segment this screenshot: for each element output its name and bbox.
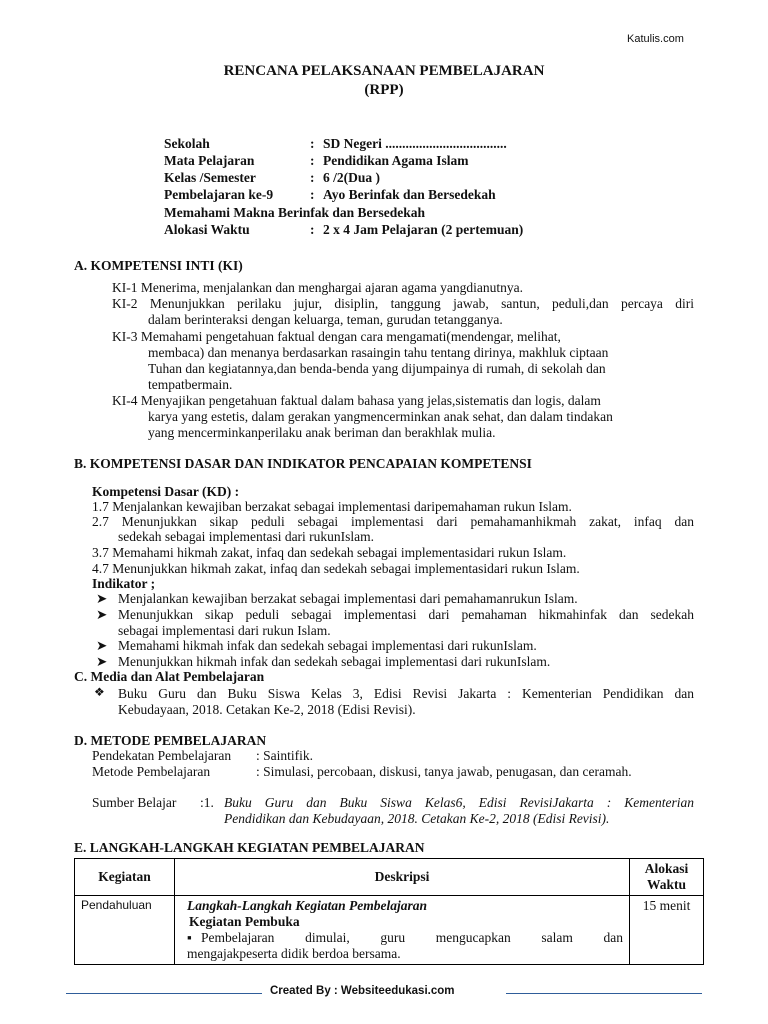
table-row bbox=[75, 896, 704, 965]
identity-sep: : bbox=[310, 187, 315, 202]
column-header-alokasi-line-1: Alokasi bbox=[644, 861, 689, 876]
kd-2-line-1: 2.7 Menunjukkan sikap peduli sebagai implementasi dari pemahamanhikmah zakat, infaq dan bbox=[92, 514, 694, 529]
deskripsi-bullet-line-1: Pembelajaran dimulai, guru mengucapkan salam dan bbox=[200, 930, 624, 945]
section-d-heading: D. METODE PEMBELAJARAN bbox=[74, 733, 267, 748]
kd-heading: Kompetensi Dasar (KD) : bbox=[92, 484, 240, 499]
site-name: Katulis.com bbox=[627, 33, 684, 45]
ki-3-line-4: tempatbermain. bbox=[148, 377, 233, 392]
section-c-heading: C. Media dan Alat Pembelajaran bbox=[74, 669, 265, 684]
identity-label-kelas: Kelas /Semester bbox=[164, 170, 256, 185]
media-line-1: Buku Guru dan Buku Siswa Kelas 3, Edisi Revisi Jakarta : Kementerian Pendidikan dan bbox=[118, 686, 694, 701]
identity-sep: : bbox=[310, 153, 315, 168]
identity-value-kelas: 6 /2(Dua ) bbox=[323, 170, 380, 185]
column-header-kegiatan: Kegiatan bbox=[75, 859, 175, 896]
sumber-line-1: Buku Guru dan Buku Siswa Kelas6, Edisi RevisiJakarta : Kementerian bbox=[224, 795, 694, 810]
indikator-2-line-2: sebagai implementasi dari rukun Islam. bbox=[118, 623, 331, 638]
identity-value-sekolah: SD Negeri .................................... bbox=[323, 136, 507, 151]
footer-credit: Created By : Websiteedukasi.com bbox=[270, 985, 455, 997]
ki-4-line-3: yang mencerminkanperilaku anak beriman dan berakhlak mulia. bbox=[148, 425, 496, 440]
sumber-label: Sumber Belajar bbox=[92, 795, 177, 810]
pendekatan-value: : Saintifik. bbox=[256, 748, 313, 763]
ki-1: KI-1 Menerima, menjalankan dan menghargai ajaran agama yangdianutnya. bbox=[112, 280, 523, 295]
identity-label-alokasi: Alokasi Waktu bbox=[164, 222, 250, 237]
cell-waktu bbox=[630, 896, 704, 965]
ki-4-line-2: karya yang estetis, dalam gerakan yangmencerminkan anak sehat, dan dalam tindakan bbox=[148, 409, 613, 424]
kd-4: 4.7 Menunjukkan hikmah zakat, infaq dan sedekah sebagai implementasidari rukun Islam. bbox=[92, 561, 580, 576]
arrow-bullet-icon: ➤ bbox=[96, 591, 108, 606]
metode-value: : Simulasi, percobaan, diskusi, tanya jawab, penugasan, dan ceramah. bbox=[256, 764, 632, 779]
document-title: RENCANA PELAKSANAAN PEMBELAJARAN bbox=[223, 63, 545, 79]
document-subtitle: (RPP) bbox=[364, 82, 404, 98]
ki-2-line-2: dalam berinteraksi dengan keluarga, teman, gurudan tetangganya. bbox=[148, 312, 503, 327]
table-header-row bbox=[75, 859, 704, 896]
section-a-heading: A. KOMPETENSI INTI (KI) bbox=[74, 258, 243, 273]
cell-waktu-text: 15 menit bbox=[642, 898, 691, 913]
identity-label-topik: Memahami Makna Berinfak dan Bersedekah bbox=[164, 205, 426, 220]
identity-label-pembelajaran: Pembelajaran ke-9 bbox=[164, 187, 274, 202]
footer-rule-left bbox=[66, 993, 262, 994]
deskripsi-subtitle: Kegiatan Pembuka bbox=[188, 914, 300, 929]
activity-table bbox=[74, 858, 704, 965]
column-header-alokasi bbox=[630, 859, 704, 896]
identity-value-pembelajaran: Ayo Berinfak dan Bersedekah bbox=[323, 187, 496, 202]
arrow-bullet-icon: ➤ bbox=[96, 654, 108, 669]
deskripsi-bullet-item bbox=[187, 930, 623, 946]
indikator-3: Memahami hikmah infak dan sedekah sebagai implementasi dari rukunIslam. bbox=[118, 638, 537, 653]
identity-label-sekolah: Sekolah bbox=[164, 136, 210, 151]
ki-3-line-3: Tuhan dan kegiatannya,dan benda-benda yang dijumpainya di rumah, di sekolah dan bbox=[148, 361, 606, 376]
ki-2-line-1: KI-2 Menunjukkan perilaku jujur, disiplin, tanggung jawab, santun, peduli,dan percaya diri bbox=[112, 296, 694, 311]
identity-sep: : bbox=[310, 222, 315, 237]
cell-kegiatan-text: Pendahuluan bbox=[81, 898, 152, 912]
column-header-alokasi-line-2: Waktu bbox=[647, 877, 687, 892]
identity-sep: : bbox=[310, 136, 315, 151]
ki-3-line-1: KI-3 Memahami pengetahuan faktual dengan cara mengamati(mendengar, melihat, bbox=[112, 329, 561, 344]
arrow-bullet-icon: ➤ bbox=[96, 607, 108, 622]
ki-4-line-1: KI-4 Menyajikan pengetahuan faktual dalam bahasa yang jelas,sistematis dan logis, dalam bbox=[112, 393, 601, 408]
indikator-1: Menjalankan kewajiban berzakat sebagai implementasi dari pemahamanrukun Islam. bbox=[118, 591, 578, 606]
sumber-number: :1. bbox=[200, 795, 214, 810]
kd-3: 3.7 Memahami hikmah zakat, infaq dan sedekah sebagai implementasidari rukun Islam. bbox=[92, 545, 567, 560]
kd-1: 1.7 Menjalankan kewajiban berzakat sebagai implementasi daripemahaman rukun Islam. bbox=[92, 499, 572, 514]
ki-3-line-2: membaca) dan menanya berdasarkan rasaingin tahu tentang dirinya, makhluk ciptaan bbox=[148, 345, 609, 360]
pendekatan-label: Pendekatan Pembelajaran bbox=[92, 748, 232, 763]
column-header-deskripsi: Deskripsi bbox=[174, 859, 629, 896]
indikator-heading: Indikator ; bbox=[92, 576, 156, 591]
identity-label-mapel: Mata Pelajaran bbox=[164, 153, 255, 168]
deskripsi-bullet-line-2: mengajakpeserta didik berdoa bersama. bbox=[186, 946, 401, 961]
square-bullet-icon: ▪ bbox=[186, 930, 192, 945]
kd-2-line-2: sedekah sebagai implementasi dari rukunIslam. bbox=[118, 529, 375, 544]
section-b-heading: B. KOMPETENSI DASAR DAN INDIKATOR PENCAPAIAN KOMPETENSI bbox=[74, 456, 532, 471]
identity-value-mapel: Pendidikan Agama Islam bbox=[323, 153, 469, 168]
section-e-heading: E. LANGKAH-LANGKAH KEGIATAN PEMBELAJARAN bbox=[74, 840, 425, 855]
cell-deskripsi bbox=[174, 896, 629, 965]
indikator-4: Menunjukkan hikmah infak dan sedekah sebagai implementasi dari rukunIslam. bbox=[118, 654, 551, 669]
cell-kegiatan bbox=[75, 896, 175, 965]
identity-sep: : bbox=[310, 170, 315, 185]
footer-rule-right bbox=[506, 993, 702, 994]
indikator-2-line-1: Menunjukkan sikap peduli sebagai implementasi dari pemahaman hikmahinfak dan sedekah bbox=[118, 607, 694, 622]
sumber-line-2: Pendidikan dan Kebudayaan, 2018. Cetakan Ke-2, 2018 (Edisi Revisi). bbox=[224, 811, 610, 826]
metode-label: Metode Pembelajaran bbox=[92, 764, 211, 779]
media-line-2: Kebudayaan, 2018. Cetakan Ke-2, 2018 (Edisi Revisi). bbox=[118, 702, 416, 717]
arrow-bullet-icon: ➤ bbox=[96, 638, 108, 653]
identity-value-alokasi: 2 x 4 Jam Pelajaran (2 pertemuan) bbox=[323, 222, 524, 237]
deskripsi-title: Langkah-Langkah Kegiatan Pembelajaran bbox=[186, 898, 427, 913]
diamond-bullet-icon: ❖ bbox=[94, 685, 105, 699]
